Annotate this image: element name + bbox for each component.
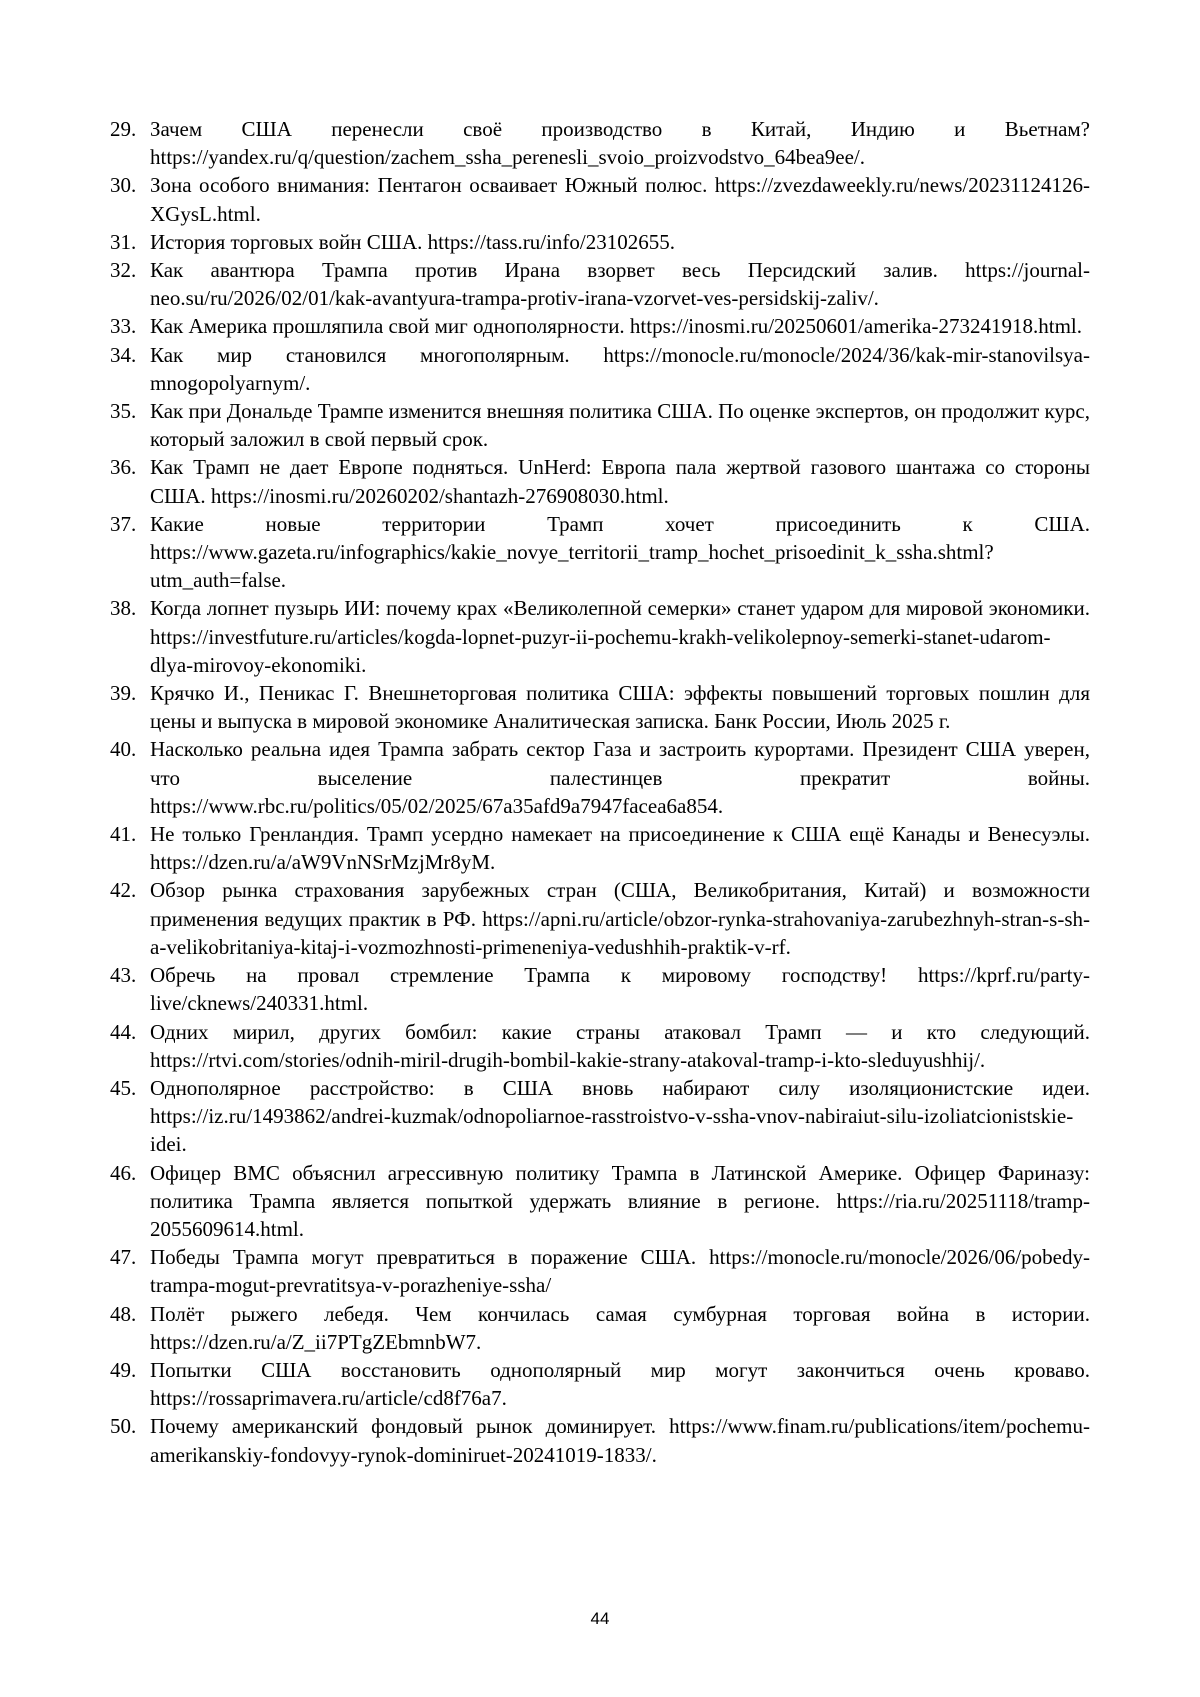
- reference-item: [110, 1018, 1090, 1074]
- reference-number: 36.: [110, 455, 137, 480]
- reference-text: Зона особого внимания: Пентагон осваивает Южный полюс. https://zvezdaweekly.ru/news/20231124126-XGysL.html.: [150, 173, 1090, 226]
- reference-item: [110, 341, 1090, 397]
- reference-number: 35.: [110, 399, 137, 424]
- reference-number: 42.: [110, 878, 137, 903]
- reference-text: Обзор рынка страхования зарубежных стран (США, Великобритания, Китай) и возможности применения ведущих практик в РФ. https://apni.ru/article/obzor-rynka-strahovaniya-zarubezhnyh-stran-s-sh-a-velikobritaniya-kitaj-i-vozmozhnosti-primeneniya-vedushhih-praktik-v-rf.: [150, 878, 1090, 959]
- reference-text: Крячко И., Пеникас Г. Внешнеторговая политика США: эффекты повышений торговых пошлин для цены и выпуска в мировой экономике Аналитическая записка. Банк России, Июль 2025 г.: [150, 681, 1090, 734]
- reference-text: Насколько реальна идея Трампа забрать сектор Газа и застроить курортами. Президент США уверен, что выселение палестинцев прекратит войны. https://www.rbc.ru/politics/05/02/2025/67a35afd9a7947facea6a854.: [150, 737, 1090, 818]
- reference-number: 40.: [110, 737, 137, 762]
- reference-item: [110, 1074, 1090, 1159]
- reference-number: 43.: [110, 963, 137, 988]
- reference-number: 47.: [110, 1245, 137, 1270]
- reference-item: [110, 1412, 1090, 1468]
- reference-number: 33.: [110, 314, 137, 339]
- reference-item: [110, 1356, 1090, 1412]
- reference-item: [110, 735, 1090, 820]
- reference-item: [110, 115, 1090, 171]
- reference-text: Офицер ВМС объяснил агрессивную политику Трампа в Латинской Америке. Офицер Фариназу: политика Трампа является попыткой удержать влияние в регионе. https://ria.ru/20251118/tramp-2055609614.html.: [150, 1160, 1090, 1241]
- reference-number: 46.: [110, 1160, 137, 1185]
- page-number: 44: [590, 1609, 610, 1628]
- reference-text: Одних мирил, других бомбил: какие страны атаковал Трамп — и кто следующий. https://rtvi.com/stories/odnih-miril-drugih-bombil-kakie-strany-atakoval-tramp-i-kto-sleduyushhij/.: [150, 1019, 1090, 1072]
- reference-number: 48.: [110, 1301, 137, 1326]
- reference-item: [110, 876, 1090, 961]
- reference-number: 49.: [110, 1357, 137, 1382]
- reference-number: 34.: [110, 342, 137, 367]
- reference-item: [110, 594, 1090, 679]
- reference-item: [110, 228, 1090, 256]
- reference-text: Однополярное расстройство: в США вновь набирают силу изоляционистские идеи. https://iz.ru/1493862/andrei-kuzmak/odnopoliarnoe-rasstroistvo-v-ssha-vnov-nabiraiut-silu-izoliatcionistskie-idei.: [150, 1075, 1090, 1157]
- reference-text: Как авантюра Трампа против Ирана взорвет весь Персидский залив. https://journal-neo.su/ru/2026/02/01/kak-avantyura-trampa-protiv-irana-vzorvet-ves-persidskij-zaliv/.: [150, 258, 1090, 311]
- reference-number: 45.: [110, 1075, 137, 1100]
- reference-text: Попытки США восстановить однополярный мир могут закончиться очень кроваво. https://rossaprimavera.ru/article/cd8f76a7.: [150, 1357, 1090, 1411]
- reference-text: Зачем США перенесли своё производство в Китай, Индию и Вьетнам? https://yandex.ru/q/question/zachem_ssha_perenesli_svoio_proizvodstvo_64bea9ee/.: [150, 117, 1090, 170]
- reference-text: Как при Дональде Трампе изменится внешняя политика США. По оценке экспертов, он продолжит курс, который заложил в свой первый срок.: [150, 399, 1090, 452]
- reference-item: [110, 171, 1090, 227]
- reference-text: Почему американский фондовый рынок доминирует. https://www.finam.ru/publications/item/pochemu-amerikanskiy-fondovyy-rynok-dominiruet-20241019-1833/.: [150, 1414, 1090, 1467]
- reference-item: [110, 256, 1090, 312]
- reference-text: Какие новые территории Трамп хочет присоединить к США. https://www.gazeta.ru/infographics/kakie_novye_territorii_tramp_hochet_prisoedinit_k_ssha.shtml?utm_auth=false.: [150, 511, 1090, 593]
- reference-number: 38.: [110, 596, 137, 621]
- reference-number: 39.: [110, 681, 137, 706]
- reference-item: [110, 397, 1090, 453]
- reference-text: Победы Трампа могут превратиться в поражение США. https://monocle.ru/monocle/2026/06/pobedy-trampa-mogut-prevratitsya-v-porazheniye-ssha/: [150, 1245, 1090, 1298]
- reference-item: [110, 679, 1090, 735]
- reference-number: 41.: [110, 822, 137, 847]
- reference-item: [110, 1243, 1090, 1299]
- reference-item: [110, 961, 1090, 1017]
- reference-text: Как Трамп не дает Европе подняться. UnHerd: Европа пала жертвой газового шантажа со стороны США. https://inosmi.ru/20260202/shantazh-276908030.html.: [150, 455, 1090, 508]
- reference-item: [110, 312, 1090, 340]
- reference-number: 50.: [110, 1414, 137, 1439]
- reference-number: 29.: [110, 117, 137, 141]
- reference-number: 32.: [110, 258, 137, 283]
- reference-list: [110, 115, 1090, 1469]
- reference-text: Как Америка прошляпила свой миг однополярности. https://inosmi.ru/20250601/amerika-273241918.html.: [150, 314, 1082, 339]
- reference-number: 44.: [110, 1019, 137, 1044]
- reference-text: Как мир становился многополярным. https://monocle.ru/monocle/2024/36/kak-mir-stanovilsya-mnogopolyarnym/.: [150, 342, 1090, 395]
- reference-item: [110, 453, 1090, 509]
- reference-text: Когда лопнет пузырь ИИ: почему крах «Великолепной семерки» станет ударом для мировой экономики. https://investfuture.ru/articles/kogda-lopnet-puzyr-ii-pochemu-krakh-velikolepnoy-semerki-stanet-udarom-dlya-mirovoy-ekonomiki.: [150, 596, 1090, 677]
- reference-number: 37.: [110, 511, 137, 536]
- reference-item: [110, 1159, 1090, 1244]
- reference-number: 31.: [110, 229, 137, 254]
- reference-text: Не только Гренландия. Трамп усердно намекает на присоединение к США ещё Канады и Венесуэлы. https://dzen.ru/a/aW9VnNSrMzjMr8yM.: [150, 822, 1090, 875]
- reference-text: История торговых войн США. https://tass.ru/info/23102655.: [150, 229, 675, 254]
- reference-text: Полёт рыжего лебедя. Чем кончилась самая сумбурная торговая война в истории. https://dzen.ru/a/Z_ii7PTgZEbmnbW7.: [150, 1301, 1090, 1354]
- reference-text: Обречь на провал стремление Трампа к мировому господству! https://kprf.ru/party-live/cknews/240331.html.: [150, 963, 1090, 1016]
- reference-item: [110, 1300, 1090, 1356]
- reference-item: [110, 820, 1090, 876]
- reference-item: [110, 510, 1090, 595]
- reference-number: 30.: [110, 173, 137, 198]
